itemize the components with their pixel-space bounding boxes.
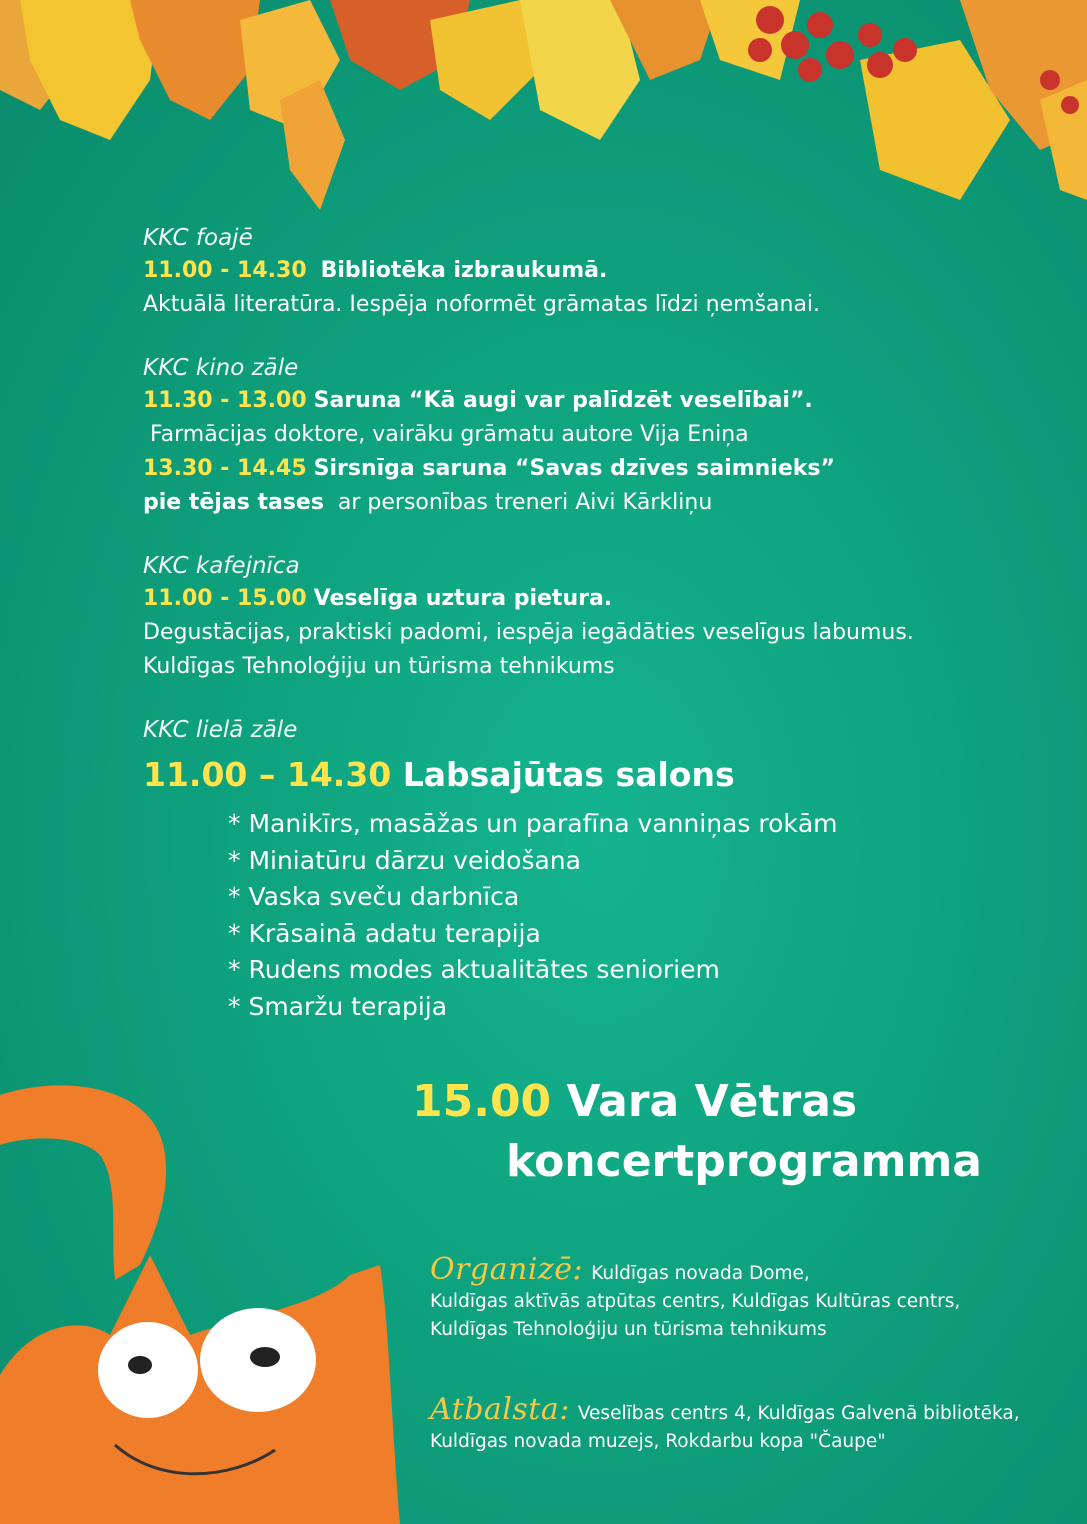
- program-item: [143, 486, 1043, 520]
- concert-title-line2: koncertprogramma: [506, 1136, 982, 1187]
- supporters-block: [430, 1392, 1020, 1456]
- venue-label: KKC foajē: [143, 225, 253, 251]
- item-title: Saruna “Kā augi var palīdzēt veselībai”.: [313, 388, 813, 413]
- item-title: Veselīga uztura pietura.: [313, 586, 613, 611]
- supporters-line: Veselības centrs 4, Kuldīgas Galvenā bibliotēka,: [577, 1403, 1020, 1424]
- venue-label: KKC lielā zāle: [143, 717, 298, 743]
- program-content: [143, 222, 1043, 1055]
- item-title: pie tējas tases: [143, 490, 324, 515]
- program-item: [143, 384, 1043, 418]
- time-label: 11.00 – 14.30: [143, 755, 392, 794]
- item-description: ar personības treneri Aivi Kārkliņu: [323, 490, 713, 515]
- concert-heading: [412, 1072, 982, 1192]
- concert-time: 15.00: [412, 1076, 552, 1127]
- supporters-line: Kuldīgas novada muzejs, Rokdarbu kopa "Čaupe": [430, 1431, 886, 1452]
- salon-activity-list: [228, 806, 1043, 1025]
- organizers-block: [430, 1252, 961, 1344]
- time-label: 13.30 - 14.45: [143, 456, 307, 481]
- concert-title-line1: Vara Vētras: [566, 1076, 858, 1127]
- venue-label: KKC kino zāle: [143, 355, 299, 381]
- time-label: 11.00 - 15.00: [143, 586, 307, 611]
- program-item: [143, 582, 1043, 616]
- list-item: * Rudens modes aktualitātes senioriem: [228, 955, 720, 984]
- program-item: [143, 254, 1043, 288]
- autumn-leaves-decoration: [0, 0, 1087, 230]
- list-item: * Vaska sveču darbnīca: [228, 882, 520, 911]
- section-foaje: [143, 222, 1043, 322]
- section-liela-zale: [143, 714, 1043, 1025]
- section-kino-zale: [143, 352, 1043, 520]
- salon-heading: [143, 750, 1043, 800]
- list-item: * Manikīrs, masāžas un parafīna vanniņas rokām: [228, 809, 838, 838]
- list-item: * Krāsainā adatu terapija: [228, 918, 541, 948]
- time-label: 11.00 - 14.30: [143, 258, 307, 283]
- section-kafejnica: [143, 550, 1043, 684]
- item-description: Kuldīgas Tehnoloģiju un tūrisma tehnikums: [143, 654, 615, 679]
- cat-illustration: [0, 1075, 400, 1524]
- program-item: [143, 452, 1043, 486]
- salon-title: Labsajūtas salons: [402, 755, 735, 794]
- venue-label: KKC kafejnīca: [143, 553, 300, 579]
- organizers-label: Organizē:: [430, 1252, 584, 1287]
- organizers-line: Kuldīgas Tehnoloģiju un tūrisma tehnikums: [430, 1319, 827, 1340]
- organizers-line: Kuldīgas novada Dome,: [591, 1263, 810, 1284]
- time-label: 11.30 - 13.00: [143, 388, 307, 413]
- supporters-label: Atbalsta:: [430, 1392, 570, 1427]
- organizers-line: Kuldīgas aktīvās atpūtas centrs, Kuldīgas Kultūras centrs,: [430, 1291, 961, 1312]
- list-item: * Miniatūru dārzu veidošana: [228, 845, 581, 875]
- item-description: Farmācijas doktore, vairāku grāmatu autore Vija Eniņa: [143, 422, 749, 447]
- item-title: Sirsnīga saruna “Savas dzīves saimnieks”: [313, 456, 835, 481]
- item-title: Bibliotēka izbraukumā.: [320, 258, 608, 283]
- item-description: Degustācijas, praktiski padomi, iespēja iegādāties veselīgus labumus.: [143, 620, 914, 645]
- list-item: * Smaržu terapija: [228, 991, 448, 1021]
- item-description: Aktuālā literatūra. Iespēja noformēt grāmatas līdzi ņemšanai.: [143, 292, 821, 317]
